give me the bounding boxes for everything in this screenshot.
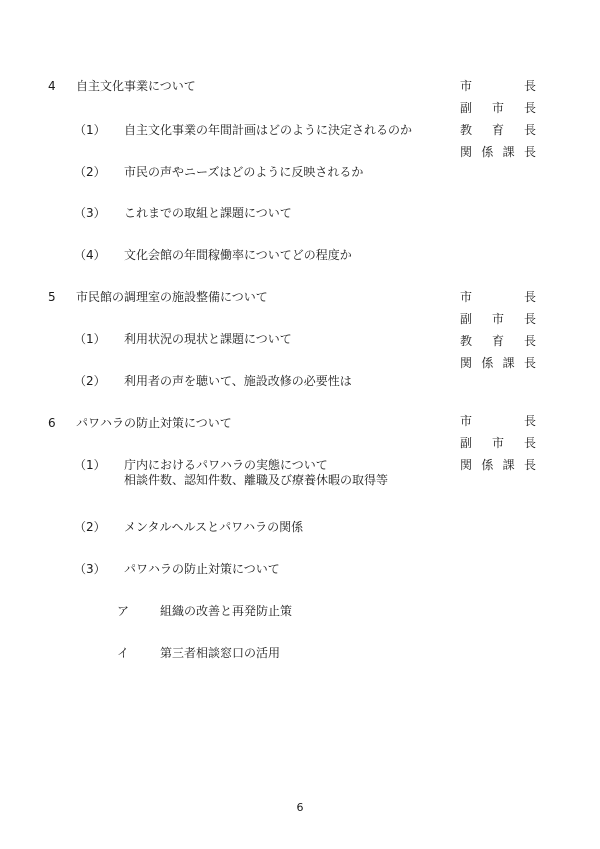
subitem-text: 第三者相談窓口の活用 xyxy=(160,646,281,660)
item-text: メンタルヘルスとパワハラの関係 xyxy=(124,520,304,534)
responder-row: 教 育 長 xyxy=(460,123,536,137)
responder-row: 教 育 長 xyxy=(460,334,536,348)
item-number: （1） xyxy=(74,332,106,346)
section-title: 自主文化事業について xyxy=(76,79,196,93)
responder-row: 市 長 xyxy=(460,290,536,304)
item-number: （1） xyxy=(74,458,106,472)
item-number: （1） xyxy=(74,123,106,137)
item-text: 自主文化事業の年間計画はどのように決定されるのか xyxy=(124,123,413,137)
item-number: （4） xyxy=(74,248,106,262)
item-number: （3） xyxy=(74,562,106,576)
subitem-marker: イ xyxy=(117,646,130,660)
item-text: 利用状況の現状と課題について xyxy=(124,332,292,346)
section-title: 市民館の調理室の施設整備について xyxy=(76,290,268,304)
item-text-continuation: 相談件数、認知件数、離職及び療養休暇の取得等 xyxy=(124,473,389,487)
responder-row: 関 係 課 長 xyxy=(460,145,536,159)
item-text: パワハラの防止対策について xyxy=(124,562,280,576)
item-text: 庁内におけるパワハラの実態について xyxy=(124,458,328,472)
item-text: 市民の声やニーズはどのように反映されるか xyxy=(124,165,364,179)
responder-row: 関 係 課 長 xyxy=(460,356,536,370)
section-number: 5 xyxy=(48,290,56,304)
item-text: これまでの取組と課題について xyxy=(124,206,292,220)
responder-row: 市 長 xyxy=(460,79,536,93)
responder-row: 副 市 長 xyxy=(460,312,536,326)
item-text: 文化会館の年間稼働率についてどの程度か xyxy=(124,248,352,262)
subitem-text: 組織の改善と再発防止策 xyxy=(160,604,293,618)
item-number: （3） xyxy=(74,206,106,220)
section-number: 4 xyxy=(48,79,56,93)
page-number: 6 xyxy=(296,801,304,814)
item-number: （2） xyxy=(74,374,106,388)
section-title: パワハラの防止対策について xyxy=(76,416,232,430)
responder-row: 市 長 xyxy=(460,414,536,428)
responder-row: 副 市 長 xyxy=(460,436,536,450)
subitem-marker: ア xyxy=(117,604,130,618)
responder-row: 副 市 長 xyxy=(460,101,536,115)
item-number: （2） xyxy=(74,165,106,179)
section-number: 6 xyxy=(48,416,56,430)
item-number: （2） xyxy=(74,520,106,534)
item-text: 利用者の声を聴いて、施設改修の必要性は xyxy=(124,374,352,388)
responder-row: 関 係 課 長 xyxy=(460,458,536,472)
